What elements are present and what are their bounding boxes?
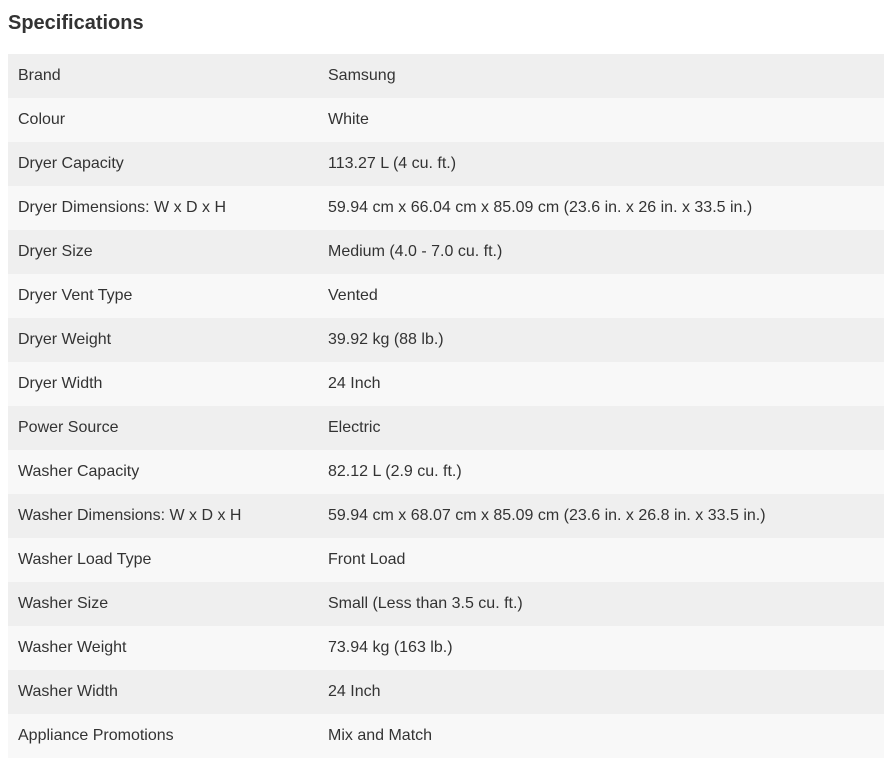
- table-row: [8, 318, 884, 362]
- spec-label: Brand: [18, 67, 61, 84]
- spec-label: Washer Size: [18, 595, 109, 612]
- spec-value: 73.94 kg (163 lb.): [328, 639, 453, 656]
- table-row: [8, 450, 884, 494]
- spec-value: Samsung: [328, 67, 396, 84]
- spec-value: Front Load: [328, 551, 406, 568]
- spec-value: White: [328, 111, 369, 128]
- spec-value: 59.94 cm x 68.07 cm x 85.09 cm (23.6 in. x 26.8 in. x 33.5 in.): [328, 507, 766, 524]
- spec-value: Small (Less than 3.5 cu. ft.): [328, 595, 523, 612]
- spec-label: Appliance Promotions: [18, 727, 174, 744]
- table-row: [8, 54, 884, 98]
- spec-label: Washer Dimensions: W x D x H: [18, 507, 242, 524]
- spec-label: Washer Width: [18, 683, 118, 700]
- spec-value: 24 Inch: [328, 683, 381, 700]
- spec-label: Dryer Dimensions: W x D x H: [18, 199, 227, 216]
- table-row: [8, 714, 884, 758]
- spec-label: Dryer Size: [18, 243, 93, 260]
- spec-value: Vented: [328, 287, 378, 304]
- spec-value: 82.12 L (2.9 cu. ft.): [328, 463, 462, 480]
- spec-label: Dryer Capacity: [18, 155, 124, 172]
- table-row: [8, 274, 884, 318]
- spec-label: Dryer Width: [18, 375, 103, 392]
- table-row: [8, 230, 884, 274]
- table-row: [8, 538, 884, 582]
- table-row: [8, 406, 884, 450]
- spec-value: 24 Inch: [328, 375, 381, 392]
- spec-label: Colour: [18, 111, 66, 128]
- spec-label: Dryer Vent Type: [18, 287, 133, 304]
- table-row: [8, 142, 884, 186]
- spec-label: Dryer Weight: [18, 331, 112, 348]
- section-title: Specifications: [8, 12, 144, 34]
- spec-value: 113.27 L (4 cu. ft.): [328, 155, 457, 172]
- spec-value: Mix and Match: [328, 727, 433, 744]
- table-row: [8, 582, 884, 626]
- table-row: [8, 98, 884, 142]
- spec-value: 39.92 kg (88 lb.): [328, 331, 444, 348]
- specifications-table: [8, 54, 884, 758]
- table-row: [8, 362, 884, 406]
- spec-value: 59.94 cm x 66.04 cm x 85.09 cm (23.6 in. x 26 in. x 33.5 in.): [328, 199, 753, 216]
- spec-label: Washer Load Type: [18, 551, 152, 568]
- spec-value: Electric: [328, 419, 381, 436]
- spec-label: Washer Weight: [18, 639, 127, 656]
- spec-label: Washer Capacity: [18, 463, 140, 480]
- table-row: [8, 186, 884, 230]
- table-row: [8, 494, 884, 538]
- table-row: [8, 626, 884, 670]
- spec-value: Medium (4.0 - 7.0 cu. ft.): [328, 243, 503, 260]
- spec-label: Power Source: [18, 419, 119, 436]
- table-row: [8, 670, 884, 714]
- specifications-table-body: [8, 54, 884, 758]
